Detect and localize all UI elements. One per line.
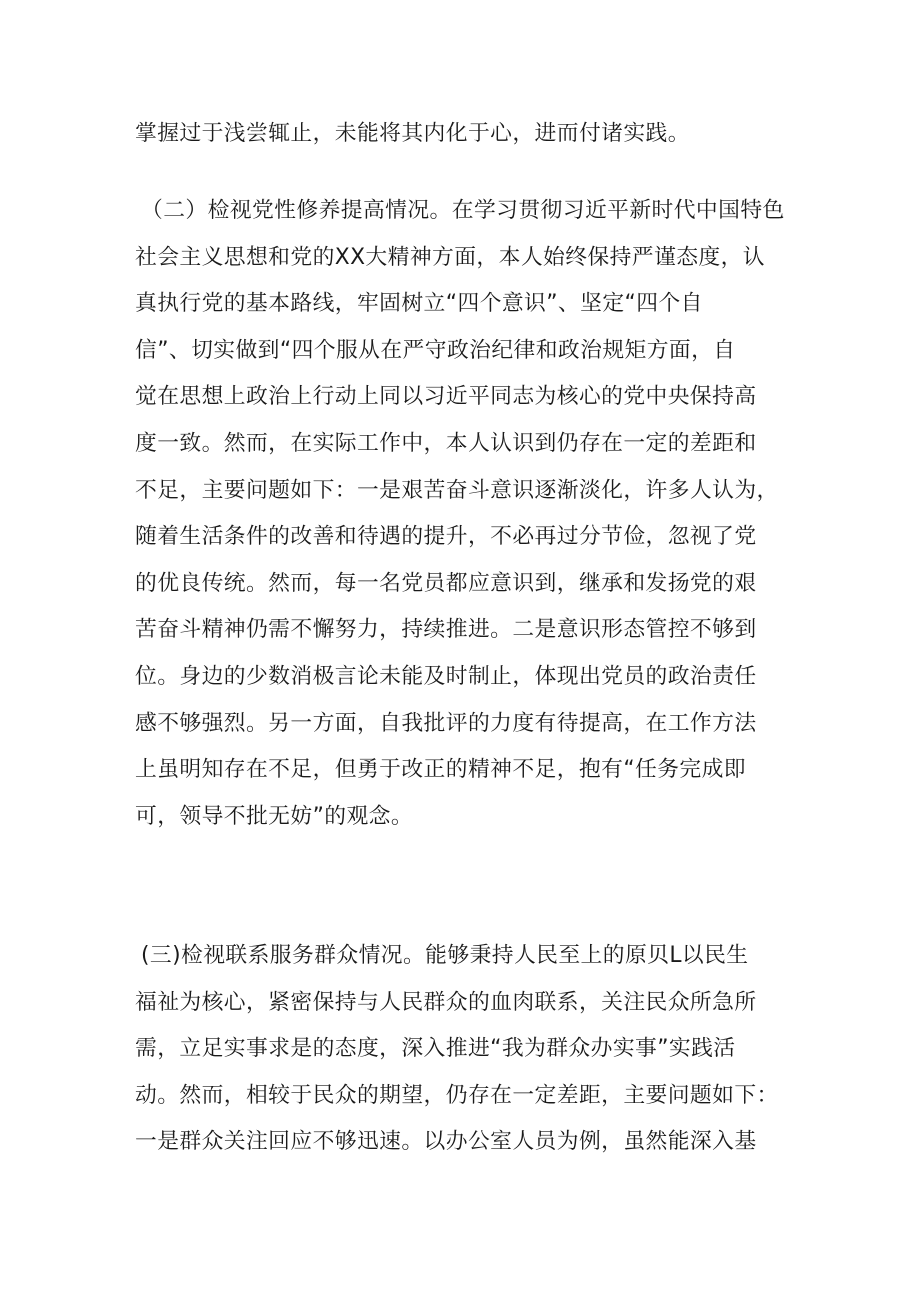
text-line: 上虽明知存在不足，但勇于改正的精神不足，抱有“任务完成即 [135, 757, 747, 782]
text-line: 不足，主要问题如下：一是艰苦奋斗意识逐渐淡化，许多人认为， [135, 478, 779, 503]
text-line: 感不够强烈。另一方面，自我批评的力度有待提高，在工作方法 [135, 711, 757, 736]
text-line: 位。身边的少数消极言论未能及时制止，体现出党员的政治责任 [135, 664, 757, 689]
text-line: 社会主义思想和党的XX大精神方面，本人始终保持严谨态度，认 [135, 245, 765, 270]
text-line: 真执行党的基本路线，牢固树立“四个意识”、坚定“四个自 [135, 291, 703, 316]
text-line: 的优良传统。然而，每一名党员都应意识到，继承和发扬党的艰 [135, 571, 757, 596]
text-line: 掌握过于浅尝辄止，未能将其内化于心，进而付诸实践。 [135, 121, 690, 146]
text-line: 苦奋斗精神仍需不懈努力，持续推进。二是意识形态管控不够到 [135, 617, 757, 642]
text-line: 信”、切实做到“四个服从在严守政治纪律和政治规矩方面，自 [135, 338, 736, 363]
text-line: 福祉为核心，紧密保持与人民群众的血肉联系，关注民众所急所 [135, 990, 757, 1015]
text-line: 动。然而，相较于民众的期望，仍存在一定差距，主要问题如下： [135, 1083, 779, 1108]
text-line: 需，立足实事求是的态度，深入推进“我为群众办实事”实践活 [135, 1036, 736, 1061]
text-line: (三)检视联系服务群众情况。能够秉持人民至上的原贝L以民生 [141, 943, 749, 968]
text-line: 随着生活条件的改善和待遇的提升，不必再过分节俭，忽视了党 [135, 524, 757, 549]
text-line [135, 843, 795, 883]
text-line: 可，领导不批无妨”的观念。 [135, 804, 414, 829]
text-line: 一是群众关注回应不够迅速。以办公室人员为例，虽然能深入基 [135, 1129, 757, 1154]
text-line: （二）检视党性修养提高情况。在学习贯彻习近平新时代中国特色 [141, 198, 785, 223]
text-line: 觉在思想上政治上行动上同以习近平同志为核心的党中央保持高 [135, 384, 757, 409]
text-line: 度一致。然而，在实际工作中，本人认识到仍存在一定的差距和 [135, 431, 757, 456]
